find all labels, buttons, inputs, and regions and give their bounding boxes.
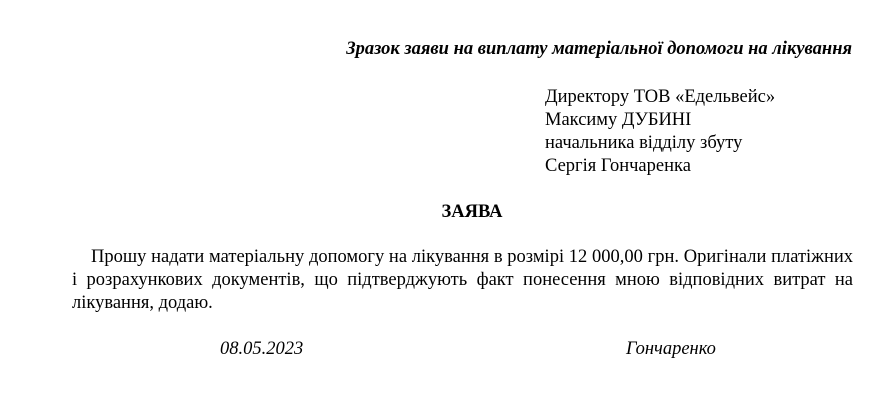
addressee-block [545, 86, 775, 178]
addressee-line-sender-position: начальника відділу збуту [545, 133, 743, 153]
addressee-line-recipient-position: Директору ТОВ «Едельвейс» [545, 87, 776, 107]
addressee-line-recipient-name: Максиму ДУБИНІ [545, 110, 692, 130]
document-title: ЗАЯВА [441, 202, 503, 222]
document-date: 08.05.2023 [220, 339, 304, 359]
addressee-line-sender-name: Сергія Гончаренка [545, 156, 691, 176]
document-caption: Зразок заяви на виплату матеріальної допомоги на лікування [346, 39, 852, 59]
document-signature: Гончаренко [626, 339, 716, 359]
document-body: Прошу надати матеріальну допомогу на лікування в розмірі 12 000,00 грн. Оригінали платіжних і розрахункових документів, що підтверджують факт понесення мною відповідних витрат на лікування, додаю. [72, 247, 853, 313]
